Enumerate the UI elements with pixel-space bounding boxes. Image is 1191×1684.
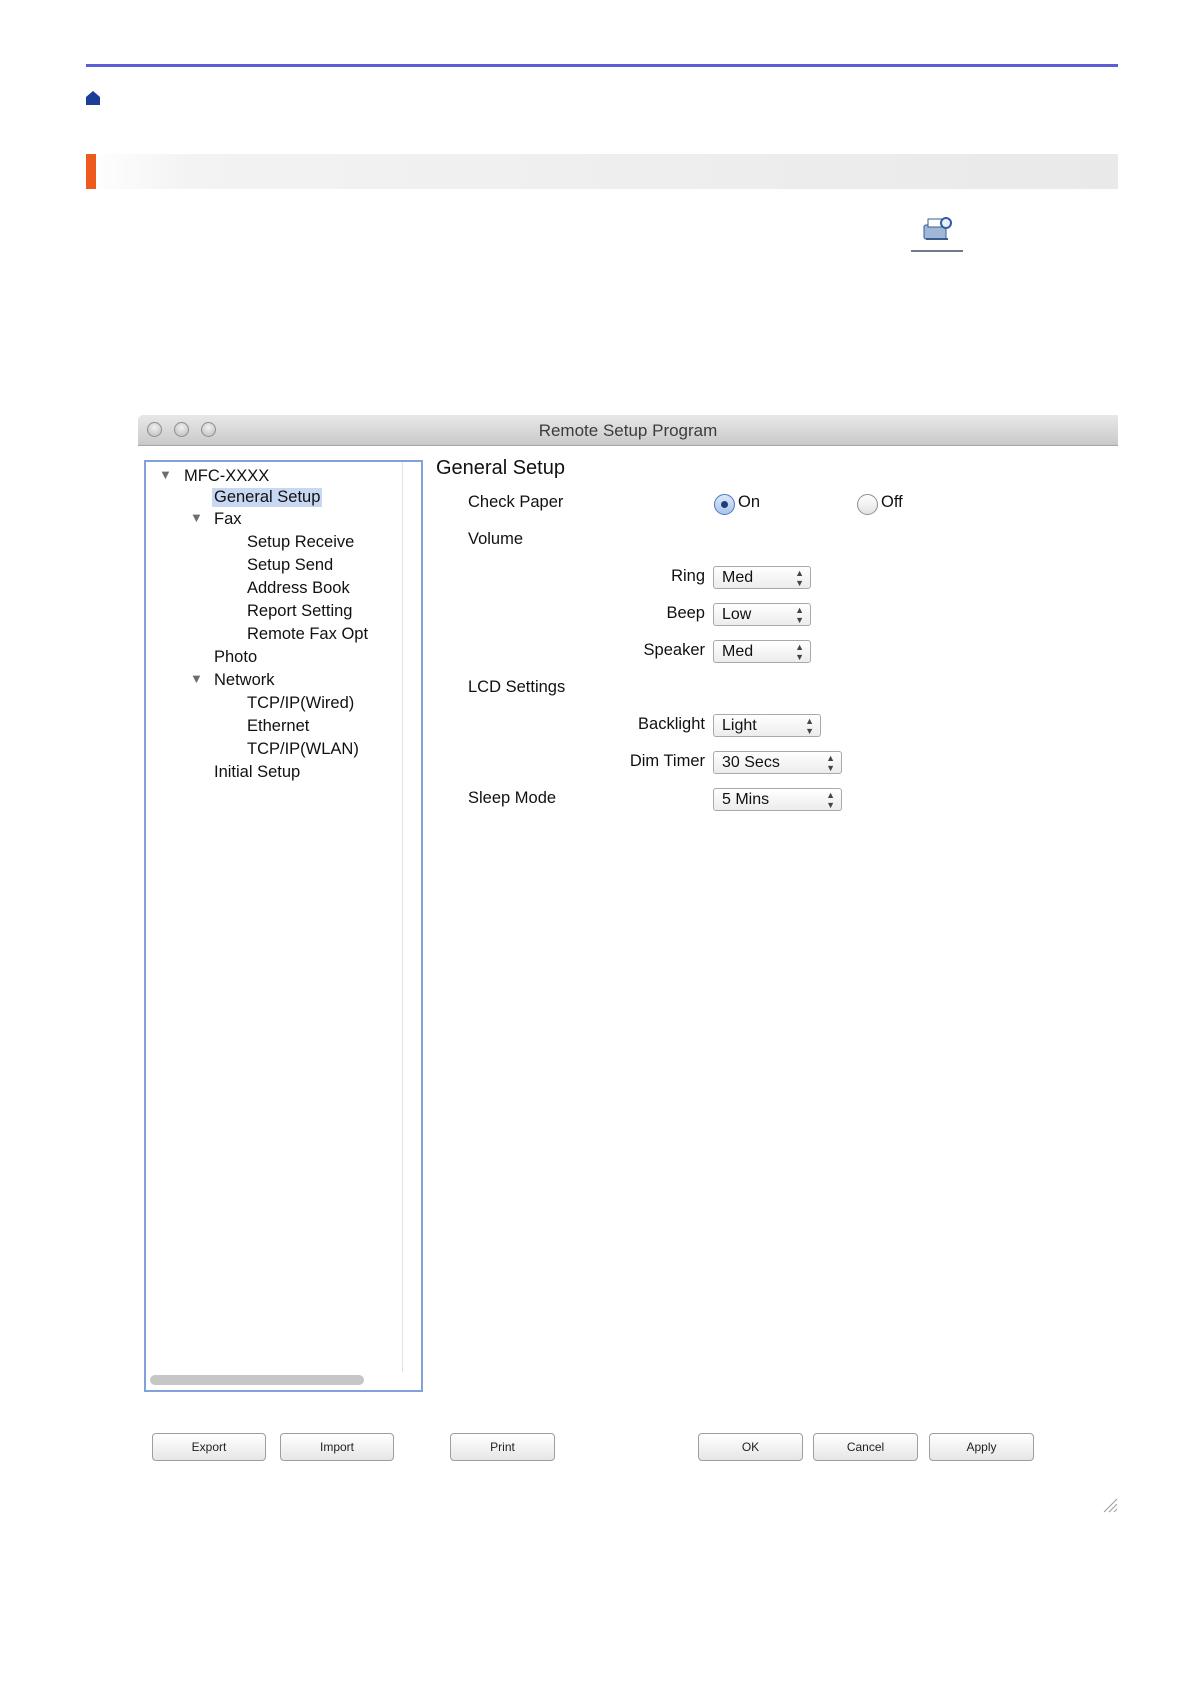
sleep-mode-select[interactable]	[713, 788, 842, 811]
disclosure-triangle-icon[interactable]: ▼	[190, 510, 203, 525]
tree-item-fax[interactable]: Fax	[214, 510, 242, 528]
tree-item-tcpip-wlan[interactable]: TCP/IP(WLAN)	[247, 740, 359, 758]
tree-item-tcpip-wired[interactable]: TCP/IP(Wired)	[247, 694, 355, 712]
top-rule	[86, 64, 1118, 67]
panel-heading: General Setup	[436, 457, 565, 479]
stepper-arrows-icon: ▲ ▼	[795, 605, 804, 625]
tree-root-device[interactable]: MFC-XXXX	[184, 467, 270, 485]
dim-timer-select[interactable]	[713, 751, 842, 774]
ring-label: Ring	[671, 567, 705, 585]
tree-item-network[interactable]: Network	[214, 671, 275, 689]
volume-label: Volume	[468, 530, 524, 548]
section-header-bar	[86, 154, 1118, 189]
apply-button[interactable]: Apply	[929, 1433, 1034, 1461]
resize-grip-icon[interactable]	[1100, 1495, 1118, 1513]
sleep-mode-select-value: 5 Mins	[722, 791, 770, 808]
backlight-select-value: Light	[722, 717, 757, 734]
window-titlebar	[138, 415, 1118, 446]
check-paper-on-radio[interactable]	[714, 494, 735, 515]
disclosure-triangle-icon[interactable]: ▼	[190, 671, 203, 686]
settings-tree[interactable]	[144, 460, 423, 1392]
remote-setup-icon	[911, 210, 963, 252]
export-button[interactable]: Export	[152, 1433, 266, 1461]
stepper-arrows-icon: ▲ ▼	[795, 568, 804, 588]
backlight-select[interactable]	[713, 714, 821, 737]
tree-item-report-setting[interactable]: Report Setting	[247, 602, 353, 620]
tree-item-setup-receive[interactable]: Setup Receive	[247, 533, 355, 551]
import-button[interactable]: Import	[280, 1433, 394, 1461]
tree-horizontal-scrollbar[interactable]	[150, 1375, 364, 1385]
disclosure-triangle-icon[interactable]: ▼	[159, 467, 172, 482]
ring-select-value: Med	[722, 569, 754, 586]
dim-timer-select-value: 30 Secs	[722, 754, 780, 771]
window-title: Remote Setup Program	[538, 421, 718, 440]
stepper-arrows-icon: ▲ ▼	[795, 642, 804, 662]
ok-button[interactable]: OK	[698, 1433, 803, 1461]
tree-item-remote-fax-opt[interactable]: Remote Fax Opt	[247, 625, 369, 643]
speaker-select-value: Med	[722, 643, 754, 660]
tree-item-ethernet[interactable]: Ethernet	[247, 717, 310, 735]
speaker-label: Speaker	[643, 641, 705, 659]
home-icon[interactable]	[85, 90, 101, 106]
tree-item-photo[interactable]: Photo	[214, 648, 258, 666]
beep-select-value: Low	[722, 606, 752, 623]
tree-item-address-book[interactable]: Address Book	[247, 579, 350, 597]
sleep-mode-label: Sleep Mode	[468, 789, 557, 807]
stepper-arrows-icon: ▲ ▼	[826, 753, 835, 773]
tree-item-setup-send[interactable]: Setup Send	[247, 556, 334, 574]
beep-label: Beep	[666, 604, 705, 622]
check-paper-off-label[interactable]: Off	[881, 493, 903, 511]
remote-setup-window	[138, 415, 1118, 1525]
stepper-arrows-icon: ▲ ▼	[805, 716, 814, 736]
check-paper-label: Check Paper	[468, 493, 564, 511]
lcd-settings-label: LCD Settings	[468, 678, 566, 696]
check-paper-off-radio[interactable]	[857, 494, 878, 515]
tree-item-initial-setup[interactable]: Initial Setup	[214, 763, 301, 781]
tree-item-general-setup[interactable]: General Setup	[214, 488, 321, 506]
speaker-select[interactable]	[713, 640, 811, 663]
dim-timer-label: Dim Timer	[629, 752, 705, 770]
cancel-button[interactable]: Cancel	[813, 1433, 918, 1461]
section-accent	[86, 154, 96, 189]
print-button[interactable]: Print	[450, 1433, 555, 1461]
check-paper-on-label[interactable]: On	[738, 493, 761, 511]
tree-vertical-divider	[402, 462, 403, 1372]
stepper-arrows-icon: ▲ ▼	[826, 790, 835, 810]
ring-select[interactable]	[713, 566, 811, 589]
backlight-label: Backlight	[638, 715, 705, 733]
beep-select[interactable]	[713, 603, 811, 626]
